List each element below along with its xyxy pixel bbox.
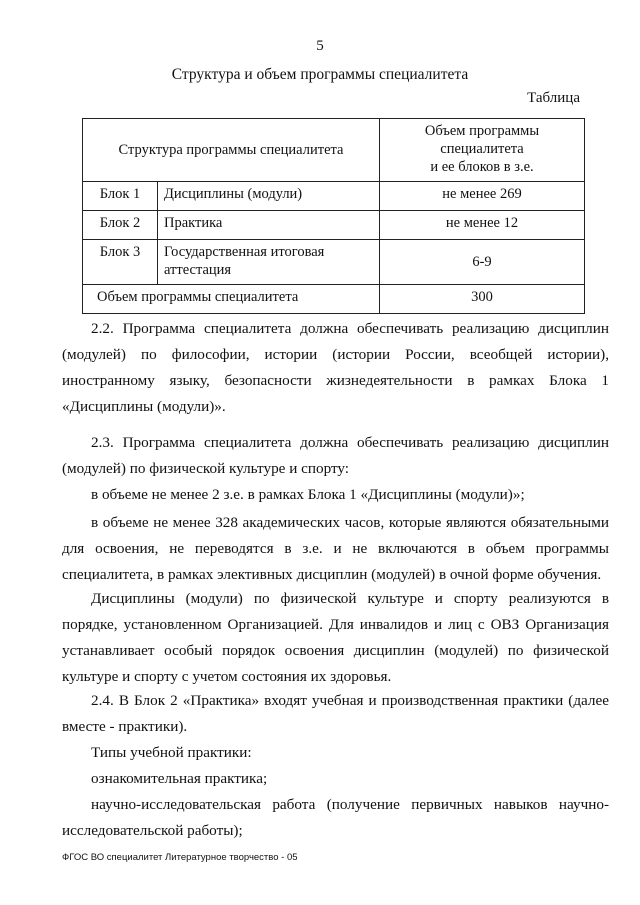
paragraph: научно-исследовательская работа (получение первичных навыков научно-исследовательской работы); [62, 796, 609, 839]
block-volume: не менее 12 [380, 211, 585, 240]
header-volume [380, 119, 585, 182]
header-volume-line: Объем программы [424, 123, 540, 139]
block-id: Блок 3 [83, 240, 158, 285]
block-name: Государственная итоговая аттестация [158, 240, 380, 285]
header-volume-line: и ее блоков в з.е. [430, 159, 534, 175]
paragraph: ознакомительная практика; [91, 770, 268, 787]
program-structure-table [82, 118, 585, 314]
paragraph: 2.3. Программа специалитета должна обеспечивать реализацию дисциплин (модулей) по физической культуре и спорту: [62, 434, 609, 477]
section-title: Структура и объем программы специалитета [171, 66, 469, 83]
table-row [83, 182, 585, 211]
paragraph: в объеме не менее 328 академических часов, которые являются обязательными для освоения, не переводятся в з.е. и не включаются в объем программы специалитета, в рамках элективных дисциплин (модулей) в очной форме обучения. [62, 514, 609, 583]
header-volume-line: специалитета [440, 141, 524, 157]
paragraph: Дисциплины (модули) по физической культуре и спорту реализуются в порядке, установленном Организацией. Для инвалидов и лиц с ОВЗ Организация устанавливает особый порядок освоения дисциплин (модулей) по физической культуре и спорту с учетом состояния их здоровья. [62, 590, 609, 685]
page-number: 5 [316, 38, 324, 54]
document-footer: ФГОС ВО специалитет Литературное творчество - 05 [62, 852, 298, 863]
block-volume: не менее 269 [380, 182, 585, 211]
paragraph: в объеме не менее 2 з.е. в рамках Блока 1 «Дисциплины (модули)»; [91, 486, 525, 503]
table-header-row [83, 119, 585, 182]
paragraph: 2.4. В Блок 2 «Практика» входят учебная и производственная практики (далее вместе - практики). [62, 692, 609, 735]
block-name: Дисциплины (модули) [158, 182, 380, 211]
header-structure: Структура программы специалитета [83, 119, 380, 182]
total-volume: 300 [380, 285, 585, 314]
table-total-row [83, 285, 585, 314]
paragraph: Типы учебной практики: [91, 744, 252, 761]
block-volume: 6-9 [380, 240, 585, 285]
paragraph: 2.2. Программа специалитета должна обеспечивать реализацию дисциплин (модулей) по философии, истории (истории России, всеобщей истории), иностранному языку, безопасности жизнедеятельности в рамках Блока 1 «Дисциплины (модули)». [62, 320, 609, 415]
total-label: Объем программы специалитета [83, 285, 380, 314]
table-row [83, 211, 585, 240]
table-caption: Таблица [527, 90, 580, 106]
block-name: Практика [158, 211, 380, 240]
block-id: Блок 2 [83, 211, 158, 240]
table-row [83, 240, 585, 285]
block-id: Блок 1 [83, 182, 158, 211]
